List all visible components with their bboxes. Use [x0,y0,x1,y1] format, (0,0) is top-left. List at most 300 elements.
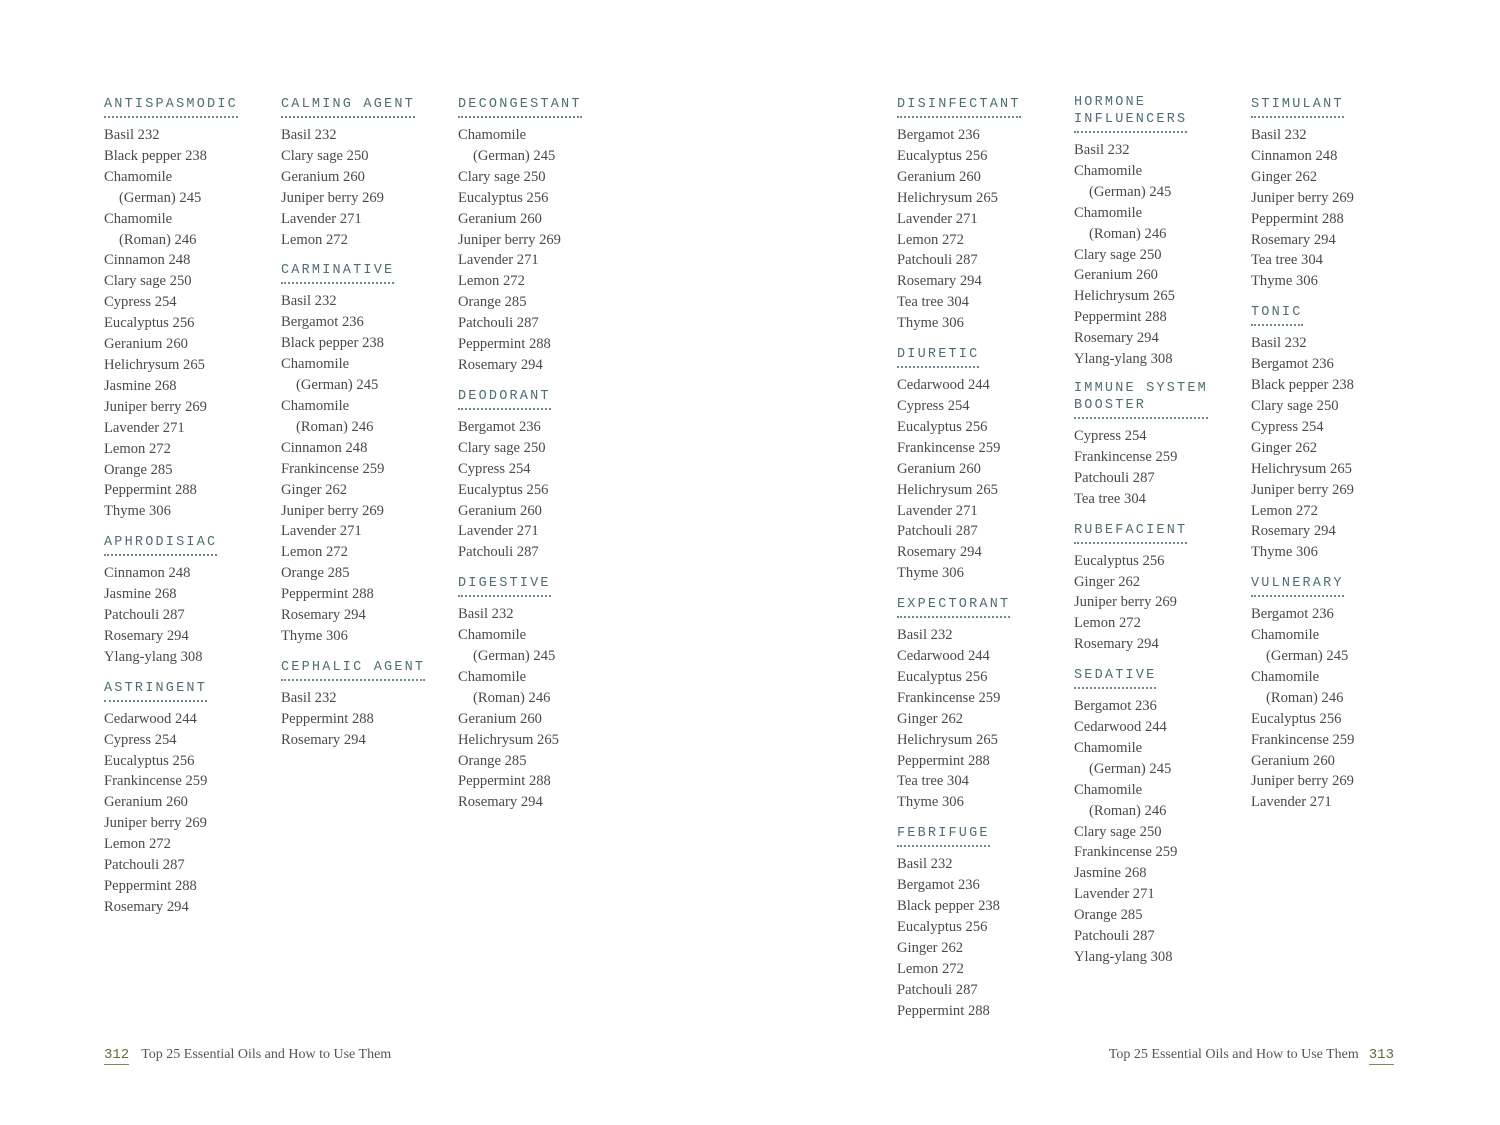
oil-name: Lemon [281,544,323,561]
index-entry [104,563,274,584]
oil-name: Ylang-ylang [104,648,177,665]
page-reference: 250 [523,168,546,185]
index-entry [104,397,274,418]
oil-name: Thyme [281,627,323,644]
index-entry [104,876,274,897]
index-entry [458,334,628,355]
index-entry [458,501,628,522]
index-entry [458,355,628,376]
right-page [750,0,1500,1125]
index-entry [281,188,451,209]
oil-name: Geranium [104,336,163,353]
oil-name: Orange [104,461,147,478]
oil-name: Chamomile [458,668,527,685]
oil-name: Geranium [458,502,517,519]
oil-name: Chamomile [281,356,350,373]
index-entry [1251,354,1421,375]
index-entry [1074,468,1244,489]
oil-name: Jasmine [104,586,152,603]
page-reference: 262 [1295,439,1318,456]
index-entry [458,125,628,167]
oil-name: Helichrysum [897,481,973,498]
oil-name: Juniper berry [281,189,359,206]
page-reference: 265 [1153,288,1175,305]
page-reference: 245 [179,189,202,206]
index-entry [897,625,1067,646]
page-reference: 271 [1132,886,1155,903]
index-entry [458,438,628,459]
index-column [458,94,628,823]
section-heading: DISINFECTANT [897,96,1021,118]
page-reference: 232 [1284,335,1307,352]
index-entry [1251,625,1421,667]
oil-name: Rosemary [458,356,518,373]
page-reference: 294 [1313,523,1336,540]
oil-name: Rosemary [897,544,957,561]
index-entry [1074,613,1244,634]
index-entry [897,480,1067,501]
page-reference: 269 [1332,189,1354,206]
index-entry [897,250,1067,271]
page-reference: 306 [326,627,348,644]
index-entry [897,667,1067,688]
page-reference: 288 [351,586,374,603]
oil-name: Lavender [458,252,514,269]
oil-name: Ginger [897,939,938,956]
page-reference: 254 [1301,418,1324,435]
page-reference: 272 [326,544,348,561]
page-reference: 287 [162,857,185,874]
page-reference: 287 [955,981,978,998]
oil-name-continued [281,375,451,396]
page-reference: 304 [1124,490,1146,507]
index-section [281,94,451,250]
page-reference: 269 [185,398,207,415]
oil-name: Lavender [104,419,160,436]
page-reference: 272 [149,440,171,457]
page-reference: 269 [362,502,384,519]
oil-name: Ginger [897,710,938,727]
page-reference: 269 [362,189,384,206]
oil-name: Frankincense [897,439,975,456]
oil-name: Thyme [897,794,939,811]
index-entry [458,250,628,271]
index-entry [281,605,451,626]
index-entry [1074,328,1244,349]
index-entry [1074,947,1244,968]
page-reference: 256 [526,481,549,498]
index-entry [1251,230,1421,251]
index-entry [897,896,1067,917]
oil-name: Rosemary [1074,636,1134,653]
oil-name: Lavender [281,210,337,227]
oil-name-continued [1074,182,1244,203]
oil-name: Eucalyptus [458,481,523,498]
index-entry [104,584,274,605]
oil-name-continued [104,188,274,209]
oil-variety: (German) [1266,648,1323,665]
oil-name: Helichrysum [897,189,973,206]
page-reference: 272 [942,231,964,248]
index-entry [897,209,1067,230]
section-heading: HORMONE INFLUENCERS [1074,94,1187,133]
section-heading: CEPHALIC AGENT [281,659,425,681]
oil-name-continued [458,646,628,667]
oil-name: Peppermint [458,773,526,790]
page-reference: 268 [154,586,177,603]
page-reference: 260 [1313,752,1335,769]
oil-name: Ylang-ylang [1074,949,1147,965]
index-entry [104,771,274,792]
page-reference: 306 [1296,273,1318,290]
page-reference: 259 [978,689,1001,706]
page-reference: 256 [965,418,988,435]
index-entry [1074,926,1244,947]
page-reference: 268 [154,377,177,394]
page-reference: 256 [1319,710,1342,727]
index-entry [458,313,628,334]
oil-name: Clary sage [1251,397,1314,414]
page-reference: 259 [185,773,208,790]
oil-name: Lemon [458,273,500,290]
index-entry [1251,167,1421,188]
oil-name: Bergamot [1074,698,1132,715]
page-reference: 250 [169,273,192,290]
oil-name: Peppermint [1251,210,1319,227]
index-entry [281,626,451,647]
index-entry [1251,542,1421,563]
oil-name: Cypress [1074,427,1122,444]
index-entry [458,771,628,792]
page-reference: 308 [1150,949,1173,965]
oil-name: Helichrysum [458,731,534,748]
index-entry [281,167,451,188]
index-section [1074,94,1244,370]
page-reference: 259 [1155,448,1178,465]
section-heading: RUBEFACIENT [1074,522,1187,544]
oil-name: Frankincense [1251,731,1329,748]
oil-name: Peppermint [458,336,526,353]
page-reference: 294 [959,544,982,561]
index-entry [897,292,1067,313]
index-entry [104,146,274,167]
oil-name: Basil [281,127,311,143]
section-heading: IMMUNE SYSTEM BOOSTER [1074,380,1208,419]
index-entry [104,501,274,522]
oil-name: Juniper berry [104,398,182,415]
oil-name: Geranium [897,168,956,185]
page-reference: 232 [930,627,953,644]
oil-name: Patchouli [897,981,953,998]
index-entry [104,271,274,292]
index-column [1251,94,1421,823]
index-section [458,573,628,813]
page-reference: 262 [941,710,964,727]
oil-name: Basil [104,127,134,143]
index-entry [281,563,451,584]
page-reference: 238 [362,335,384,352]
page-reference: 285 [504,752,527,769]
page-reference: 306 [942,315,964,332]
oil-name: Cypress [104,731,152,748]
index-entry [281,230,451,251]
index-entry [1251,501,1421,522]
index-entry [458,751,628,772]
index-entry [1074,447,1244,468]
index-entry [1074,489,1244,510]
page-reference: 250 [1139,823,1162,840]
page-reference: 288 [174,482,197,499]
oil-name: Lavender [458,523,514,540]
oil-name: Helichrysum [1074,288,1150,305]
page-reference: 269 [1332,481,1354,498]
page-reference: 288 [967,752,990,769]
oil-variety: (Roman) [1266,689,1318,706]
oil-name: Lavender [1074,886,1130,903]
index-section [1251,94,1421,292]
oil-name: Clary sage [104,273,167,290]
oil-name: Eucalyptus [897,668,962,685]
index-entry [458,730,628,751]
index-entry [458,521,628,542]
oil-name: Clary sage [1074,823,1137,840]
page-reference: 244 [174,710,197,727]
index-entry [897,417,1067,438]
index-section [104,678,274,918]
oil-variety: (German) [473,147,530,164]
index-entry [104,647,274,668]
page-reference: 294 [1313,231,1336,248]
page-reference: 262 [1118,573,1141,590]
oil-name-continued [1074,224,1244,245]
index-section [897,594,1067,813]
oil-name: Patchouli [104,607,160,624]
page-reference: 269 [1155,594,1177,611]
index-entry [897,875,1067,896]
page-reference: 246 [1144,802,1167,819]
oil-name: Cinnamon [104,252,165,269]
oil-name: Ginger [1251,439,1292,456]
index-entry [1074,634,1244,655]
oil-name: Chamomile [1074,781,1143,798]
section-heading: ASTRINGENT [104,680,207,702]
page-reference: 254 [508,460,531,477]
oil-name: Juniper berry [1074,594,1152,611]
oil-name: Geranium [1074,267,1133,284]
index-entry [281,521,451,542]
oil-name: Lavender [281,523,337,540]
index-entry [281,291,451,312]
page-reference: 232 [1284,127,1307,143]
index-entry [458,709,628,730]
index-entry [1251,667,1421,709]
index-entry [897,146,1067,167]
oil-name: Orange [1074,907,1117,924]
index-entry [458,459,628,480]
oil-name: Ginger [1074,573,1115,590]
index-entry [897,730,1067,751]
oil-name: Peppermint [1074,309,1142,326]
oil-name: Rosemary [1251,523,1311,540]
index-entry [458,188,628,209]
index-section [1074,665,1244,968]
page-reference: 232 [314,127,337,143]
oil-name: Chamomile [1074,162,1143,179]
oil-name: Lemon [897,231,939,248]
oil-name: Eucalyptus [104,315,169,332]
page-reference: 285 [504,294,527,311]
oil-name: Clary sage [458,439,521,456]
oil-name: Rosemary [104,627,164,644]
oil-name: Clary sage [1074,246,1137,263]
page-reference: 304 [947,773,969,790]
oil-name: Bergamot [281,314,339,331]
index-entry [897,917,1067,938]
page-reference: 260 [520,210,542,227]
index-entry [458,209,628,230]
section-heading: DIURETIC [897,346,979,368]
index-section [281,657,451,751]
page-reference: 262 [325,481,348,498]
page-reference: 259 [362,460,385,477]
index-entry [104,418,274,439]
page-reference: 265 [976,189,998,206]
page-reference: 288 [528,773,551,790]
oil-name: Basil [458,606,488,623]
oil-name: Thyme [1251,273,1293,290]
oil-name: Lemon [104,836,146,853]
page-reference: 248 [345,439,368,456]
index-entry [458,542,628,563]
page-reference: 294 [343,731,366,748]
index-entry [458,167,628,188]
index-entry [897,959,1067,980]
page-reference: 288 [174,878,197,894]
page-reference: 238 [978,898,1000,915]
oil-name: Cinnamon [1251,147,1312,164]
oil-name: Jasmine [104,377,152,394]
section-heading: CARMINATIVE [281,262,394,284]
oil-name: Orange [458,752,501,769]
oil-name: Lemon [1074,615,1116,632]
oil-name: Geranium [897,460,956,477]
oil-name: Frankincense [1074,844,1152,861]
page-reference: 287 [516,315,539,332]
oil-name: Helichrysum [104,356,180,373]
index-entry [104,792,274,813]
section-heading: STIMULANT [1251,96,1344,118]
page-reference: 260 [520,502,542,519]
index-entry [458,604,628,625]
oil-name: Peppermint [281,586,349,603]
page-reference: 265 [976,481,998,498]
oil-name: Patchouli [458,544,514,561]
page-reference: 262 [1295,168,1318,185]
index-entry [104,813,274,834]
oil-name: Chamomile [1251,627,1320,644]
oil-name-continued [1074,759,1244,780]
oil-name: Clary sage [458,168,521,185]
index-section [104,532,274,668]
page-reference: 287 [1132,928,1155,945]
index-entry [897,771,1067,792]
index-entry [1251,604,1421,625]
page-reference: 265 [183,356,205,373]
index-entry [104,834,274,855]
oil-name: Peppermint [104,878,172,894]
page-reference: 245 [533,648,556,665]
page-reference: 245 [356,377,379,394]
oil-name: Basil [1074,142,1104,158]
index-entry [104,605,274,626]
oil-name: Frankincense [1074,448,1152,465]
index-entry [1074,265,1244,286]
index-entry [897,980,1067,1001]
index-entry [897,751,1067,772]
page-reference: 250 [1316,397,1339,414]
index-entry [1074,203,1244,245]
index-entry [1251,375,1421,396]
page-reference: 256 [965,147,988,164]
running-title: Top 25 Essential Oils and How to Use Them [1108,1047,1359,1062]
index-entry [897,1001,1067,1022]
oil-name: Helichrysum [1251,460,1327,477]
oil-name: Cypress [458,460,506,477]
page-reference: 294 [520,356,543,373]
oil-name: Basil [1251,127,1281,143]
oil-name: Geranium [1251,752,1310,769]
oil-name: Patchouli [897,523,953,540]
page-reference: 248 [1315,147,1338,164]
oil-name: Basil [897,856,927,873]
oil-name: Lavender [897,502,953,519]
oil-name: Lemon [281,231,323,248]
section-heading: CALMING AGENT [281,96,415,118]
page-reference: 256 [1142,552,1165,569]
index-entry [104,439,274,460]
index-entry [1074,140,1244,161]
index-entry [897,313,1067,334]
index-entry [1074,349,1244,370]
page-reference: 238 [1332,377,1354,394]
index-entry [1074,426,1244,447]
index-entry [281,501,451,522]
oil-name: Rosemary [281,607,341,624]
index-entry [281,584,451,605]
page-reference: 269 [185,815,207,832]
page-reference: 260 [166,336,188,353]
index-entry [1251,146,1421,167]
index-entry [1251,271,1421,292]
oil-name: Cypress [104,294,152,311]
oil-name: Cedarwood [897,648,965,665]
oil-name: Chamomile [104,210,173,227]
page-reference: 294 [1136,330,1159,347]
index-entry [281,730,451,751]
oil-name: Geranium [104,794,163,811]
page-reference: 288 [528,336,551,353]
index-entry [897,542,1067,563]
index-entry [897,854,1067,875]
index-entry [1251,521,1421,542]
index-entry [1074,161,1244,203]
page-footer [104,1047,391,1065]
oil-name: Patchouli [1074,469,1130,486]
oil-name-continued [1074,801,1244,822]
page-reference: 285 [150,461,173,478]
oil-name: Lemon [1251,502,1293,519]
index-entry [281,396,451,438]
